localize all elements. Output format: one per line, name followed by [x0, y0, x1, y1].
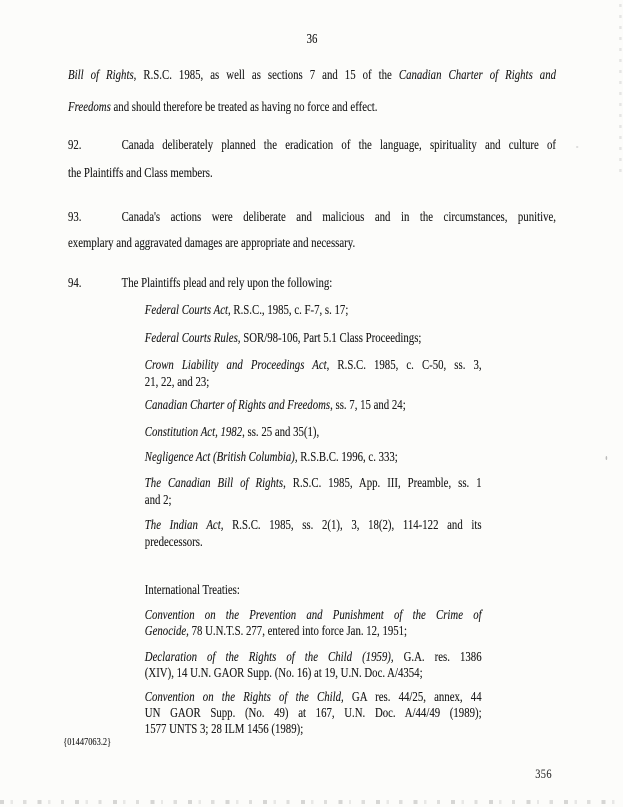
footer-page-number: 356 — [535, 766, 552, 781]
text-line — [145, 623, 482, 639]
text-segment: , R.S.C., 1985, c. F-7, s. 17; — [228, 302, 349, 317]
cited-act-title: Freedoms — [68, 99, 111, 114]
cited-act-title: Canadian Charter of Rights and — [398, 67, 556, 82]
cited-treaty-title: Genocide, — [144, 623, 189, 638]
treaty-item-genocide-convention — [145, 607, 482, 639]
text-segment: , R.S.B.C. 1996, c. 333; — [294, 449, 398, 464]
text-segment: the Plaintiffs and Class members. — [68, 165, 213, 180]
text-line — [145, 329, 482, 346]
paragraph-94 — [68, 269, 556, 297]
text-line — [68, 269, 556, 297]
text-segment: 1577 UNTS 3; 28 ILM 1456 (1989); — [144, 721, 304, 736]
paragraph-number: 94. — [68, 275, 82, 290]
text-segment: UN GAOR Supp. (No. 49) at 167, U.N. Doc. A/44/49 (1989); — [144, 705, 482, 720]
statute-item-bill-of-rights — [145, 474, 482, 508]
text-line — [68, 204, 556, 230]
cited-act-title: Crown Liability and Proceedings Act — [144, 357, 327, 372]
text-segment: SOR/98-106, Part 5.1 Class Proceedings; — [240, 330, 422, 345]
cited-act-title: The Indian Act, — [144, 517, 224, 532]
page-number-header: 36 — [306, 31, 318, 46]
text-line — [145, 665, 482, 681]
text-segment: Canada's actions were deliberate and malicious and in the circumstances, punitive, — [121, 209, 556, 224]
scan-artifact-right-edge — [619, 4, 621, 174]
text-line — [145, 396, 482, 413]
text-line — [68, 131, 556, 159]
statute-item-negligence-act — [145, 448, 482, 465]
cited-treaty-title: Convention on the Prevention and Punishment of the Crime of — [144, 607, 482, 622]
text-segment: G.A. res. 1386 — [393, 649, 482, 664]
text-segment: and should therefore be treated as having no force and effect. — [110, 99, 378, 114]
text-line: International Treaties: — [144, 582, 240, 597]
text-segment: exemplary and aggravated damages are appropriate and necessary. — [68, 235, 356, 250]
statute-item-federal-courts-act — [145, 301, 482, 318]
text-segment: predecessors. — [144, 534, 203, 549]
statute-item-crown-liability-act — [145, 356, 482, 390]
international-treaties-heading — [145, 581, 482, 598]
text-segment: Canada deliberately planned the eradication of the language, spirituality and culture of — [121, 137, 556, 152]
statute-item-constitution-act — [145, 423, 482, 440]
text-line — [145, 448, 482, 465]
cited-act-title: Canadian Charter of Rights and Freedoms — [144, 397, 331, 412]
text-line — [145, 533, 482, 550]
text-line — [145, 705, 482, 721]
text-line — [145, 423, 482, 440]
treaty-item-convention-rights-child — [145, 689, 482, 737]
text-line — [145, 491, 482, 508]
cited-act-title: Negligence Act (British Columbia) — [144, 449, 295, 464]
text-line — [68, 230, 556, 256]
text-segment: GA res. 44/25, annex, 44 — [343, 689, 482, 704]
paragraph-93 — [68, 204, 556, 256]
text-line — [145, 301, 482, 318]
text-segment: , ss. 25 and 35(1), — [242, 424, 320, 439]
statute-item-indian-act — [145, 516, 482, 550]
scan-artifact-speck — [576, 146, 578, 148]
cited-act-title: Federal Courts Rules, — [144, 330, 241, 345]
text-segment: and 2; — [144, 492, 172, 507]
text-segment: R.S.C. 1985, ss. 2(1), 3, 18(2), 114-122 and its — [223, 517, 482, 532]
footer-docket-number: {01447063.2} — [63, 737, 112, 748]
cited-act-title: Bill of Rights — [68, 67, 134, 82]
text-line — [145, 649, 482, 665]
text-line — [68, 91, 556, 123]
cited-treaty-title: Declaration of the Rights of the Child (1959), — [144, 649, 394, 664]
text-line — [145, 721, 482, 737]
text-line — [145, 474, 482, 491]
text-line — [145, 689, 482, 705]
text-segment: 78 U.N.T.S. 277, entered into force Jan. 12, 1951; — [188, 623, 408, 638]
cited-treaty-title: Convention on the Rights of the Child, — [144, 689, 344, 704]
scan-artifact-bottom-edge — [0, 800, 623, 804]
cited-act-title: Federal Courts Act — [144, 302, 228, 317]
treaty-item-declaration-rights-child — [145, 649, 482, 681]
text-segment: , R.S.C. 1985, App. III, Preamble, ss. 1 — [283, 475, 482, 490]
cited-act-title: Constitution Act, 1982 — [144, 424, 243, 439]
paragraph-number: 92. — [68, 137, 82, 152]
text-line — [145, 356, 482, 373]
text-segment: , ss. 7, 15 and 24; — [330, 397, 406, 412]
text-line — [145, 373, 482, 390]
text-line — [68, 59, 556, 91]
cited-act-title: The Canadian Bill of Rights — [144, 475, 284, 490]
text-segment: (XIV), 14 U.N. GAOR Supp. (No. 16) at 19, U.N. Doc. A/4354; — [144, 665, 423, 680]
text-segment: , R.S.C. 1985, c. C-50, ss. 3, — [326, 357, 482, 372]
text-line — [68, 159, 556, 187]
text-segment: , R.S.C. 1985, as well as sections 7 and 15 of the — [133, 67, 399, 82]
statute-item-federal-courts-rules — [145, 329, 482, 346]
text-line — [145, 516, 482, 533]
paragraph-92 — [68, 131, 556, 187]
intro-paragraph — [68, 59, 556, 123]
scan-artifact-speck — [606, 456, 608, 460]
text-line — [145, 607, 482, 623]
text-segment: The Plaintiffs plead and rely upon the following: — [121, 275, 333, 290]
text-segment: 21, 22, and 23; — [144, 374, 210, 389]
paragraph-number: 93. — [68, 209, 82, 224]
statute-item-charter — [145, 396, 482, 413]
